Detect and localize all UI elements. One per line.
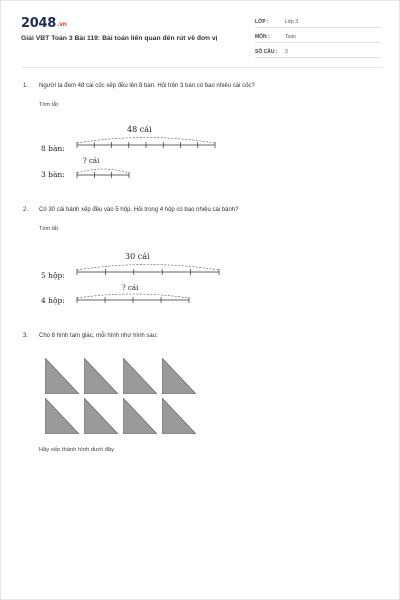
question-text: Người ta đem 48 cái cốc xếp đều lên 8 bàn. Hỏi trên 3 bàn có bao nhiêu cái cốc? xyxy=(39,83,255,89)
meta-value: Toán xyxy=(285,34,296,40)
logo-tld: .vn xyxy=(56,21,67,28)
meta-key: MÔN : xyxy=(255,34,270,40)
document-title: Giải VBT Toán 3 Bài 119: Bài toán liên quan đến rút về đơn vị xyxy=(21,35,218,42)
question-number: 1. xyxy=(23,83,29,89)
question-number: 3. xyxy=(23,333,29,339)
triangle-shape xyxy=(45,398,79,434)
q1-unknown-label: ? cái xyxy=(83,157,100,165)
meta-key: SỐ CÂU : xyxy=(255,49,278,55)
q2-unknown-label: ? cái xyxy=(122,284,139,292)
summary-label: Tóm tắt xyxy=(39,226,58,232)
q2-diagram xyxy=(41,252,219,305)
instruction-note: Hãy xếp thành hình dưới đây xyxy=(39,447,115,453)
meta-key: LỚP : xyxy=(255,19,269,25)
q1-total-label: 48 cái xyxy=(127,125,152,134)
triangle-shape xyxy=(123,398,157,434)
triangle-shape xyxy=(162,358,196,394)
q2-row1-label: 5 hộp: xyxy=(41,271,65,280)
question-text: Cho 8 hình tam giác, mỗi hình như hình sau: xyxy=(39,333,158,339)
question-text: Có 30 cái bánh xếp đều vào 5 hộp. Hỏi trong 4 hộp có bao nhiêu cái bánh? xyxy=(39,207,239,213)
q1-diagram xyxy=(41,125,215,179)
meta-value: 3 xyxy=(285,49,288,55)
triangle-shape xyxy=(84,358,118,394)
triangle-shape xyxy=(162,398,196,434)
triangle-shape xyxy=(123,358,157,394)
triangle-shape xyxy=(45,358,79,394)
q2-row2-label: 4 hộp: xyxy=(41,296,65,305)
meta-value: Lớp 3 xyxy=(285,19,299,25)
summary-label: Tóm tắt xyxy=(39,102,58,108)
diagram-layer xyxy=(1,1,400,600)
q1-unknown-brace xyxy=(77,169,129,173)
triangle-shape xyxy=(84,398,118,434)
logo-main: 2048 xyxy=(21,16,56,31)
q1-row2-label: 3 bàn: xyxy=(41,170,65,179)
question-number: 2. xyxy=(23,207,29,213)
q2-total-label: 30 cái xyxy=(125,252,150,261)
q1-row1-label: 8 bàn: xyxy=(41,144,65,153)
q2-total-brace xyxy=(77,265,219,271)
